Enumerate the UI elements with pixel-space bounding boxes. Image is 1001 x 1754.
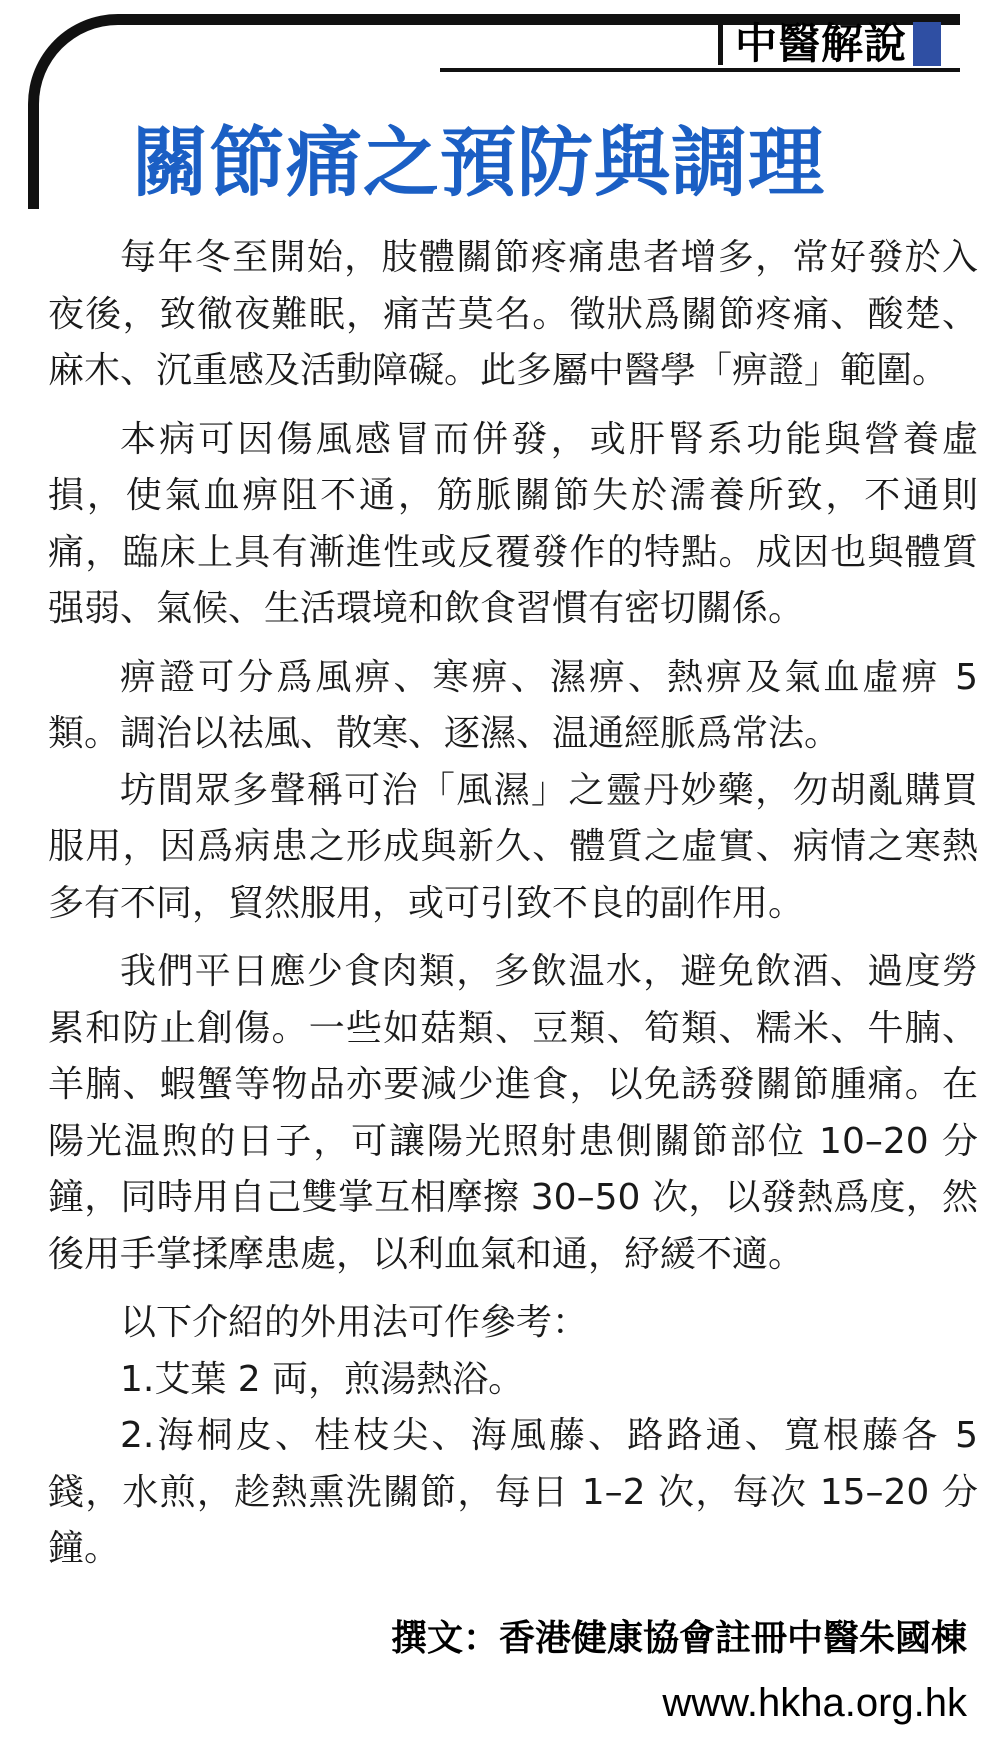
list-item: 2.海桐皮、桂枝尖、海風藤、路路通、寬根藤各 5 錢，水煎，趁熱熏洗關節，每日 1–2 次，每次 15–20 分鐘。 [48,1415,978,1569]
paragraph: 坊間眾多聲稱可治「風濕」之靈丹妙藥，勿胡亂購買服用，因爲病患之形成與新久、體質之虛實、病情之寒熱多有不同，貿然服用，或可引致不良的副作用。 [48,769,978,924]
list-item: 1.艾葉 2 両，煎湯熱浴。 [120,1358,525,1400]
paragraph: 以下介紹的外用法可作參考： [120,1302,589,1343]
column-tag-bar [718,23,723,65]
paragraph: 痹證可分爲風痹、寒痹、濕痹、熱痹及氣血虛痹 5 類。調治以祛風、散寒、逐濕、温通經脈爲常法。 [48,656,978,754]
column-label: 中醫解說 [735,19,908,68]
paragraph: 本病可因傷風感冒而併發，或肝腎系功能與營養虛損，使氣血痹阻不通，筋脈關節失於濡養所致，不通則痛，臨床上具有漸進性或反覆發作的特點。成因也與體質强弱、氣候、生活環境和飲食習慣有密切關係。 [48,418,978,629]
paragraph: 我們平日應少食肉類，多飲温水，避免飲酒、過度勞累和防止創傷。一些如菇類、豆類、筍類、糯米、牛腩、羊腩、蝦蟹等物品亦要減少進食，以免誘發關節腫痛。在陽光温煦的日子，可讓陽光照射患側關節部位 10–20 分鐘，同時用自己雙掌互相摩擦 30–50 次，以發熱爲度，然後用手掌揉摩患處，以利血氣和通，紓緩不適。 [48,951,978,1275]
column-tag [718,19,963,68]
header-rule [440,68,960,72]
paragraph: 每年冬至開始，肢體關節疼痛患者增多，常好發於入夜後，致徹夜難眠，痛苦莫名。徵狀爲關節疼痛、酸楚、麻木、沉重感及活動障礙。此多屬中醫學「痹證」範圍。 [48,237,978,391]
column-tag-mark [913,22,941,66]
article-title: 關節痛之預防與調理 [132,118,825,207]
website-link[interactable]: www.hkha.org.hk [662,1681,967,1725]
author-credit: 撰文：香港健康協會註冊中醫朱國棟 [390,1618,967,1659]
article-body [48,230,978,1578]
